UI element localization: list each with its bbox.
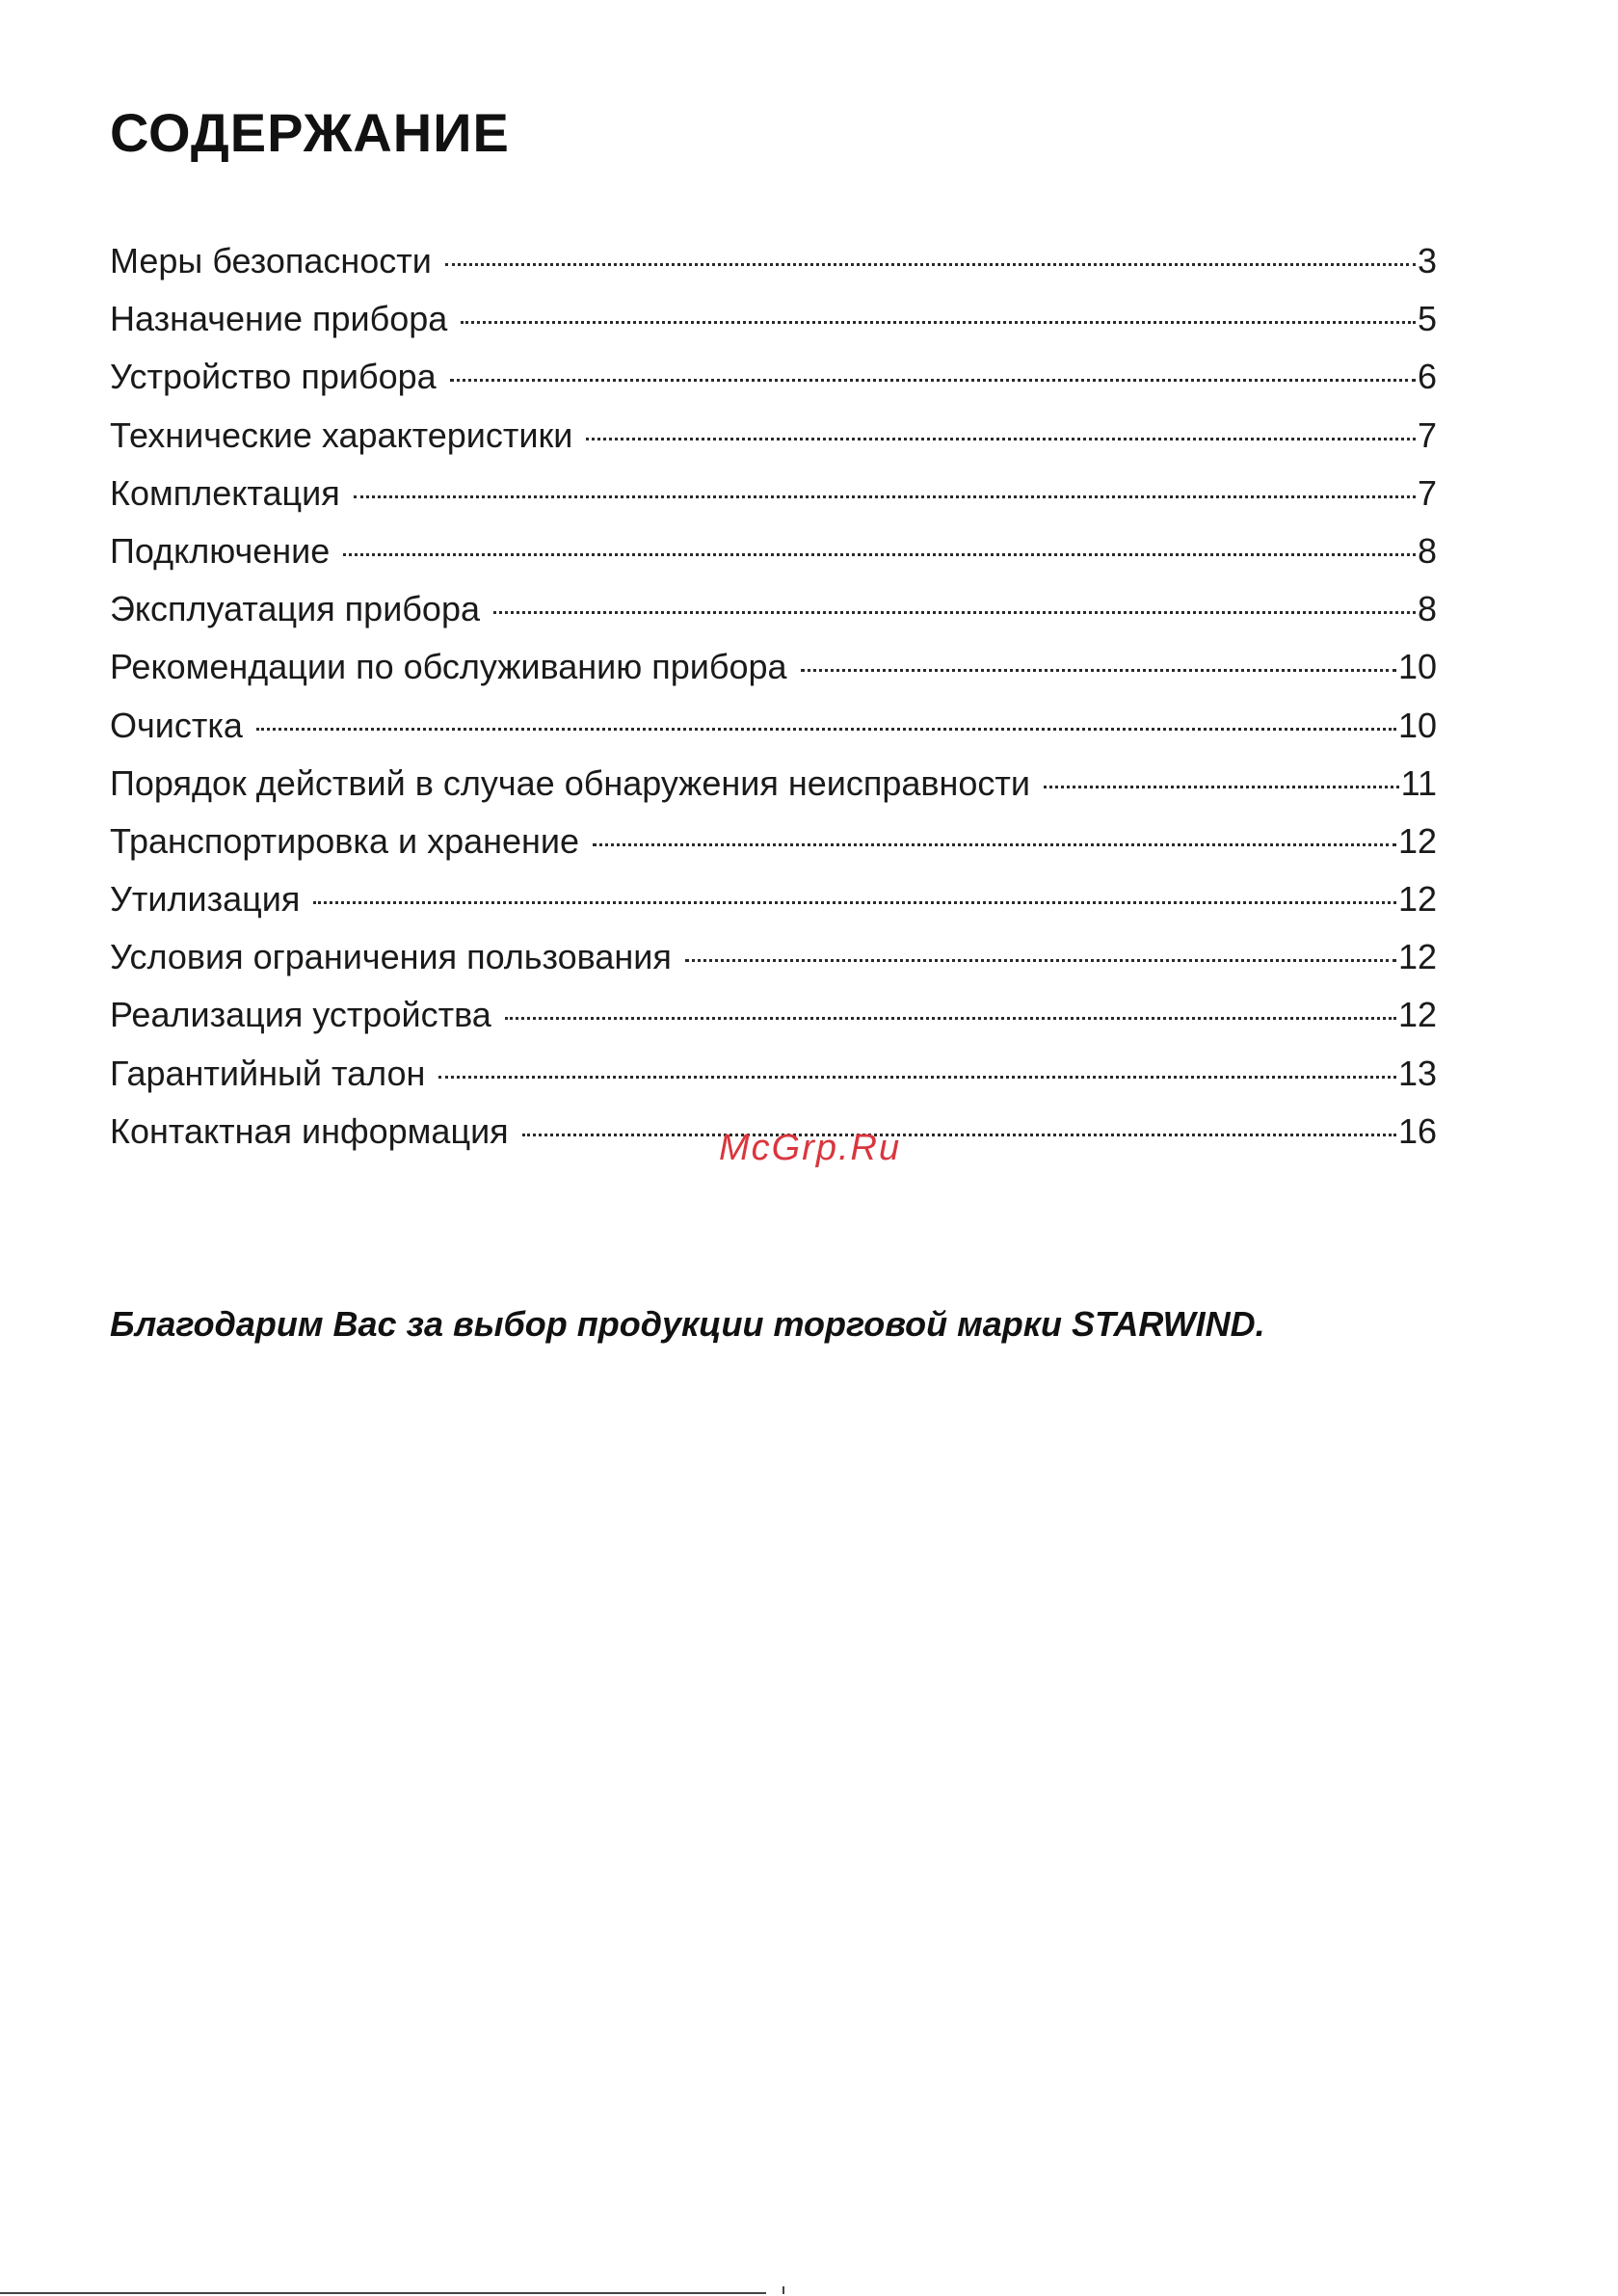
dot-leader: [354, 495, 1416, 498]
toc-entry[interactable]: [110, 232, 1437, 290]
toc-entry-page: 6: [1417, 357, 1437, 397]
toc-entry-page: 8: [1417, 589, 1437, 629]
toc-entry-title: Технические характеристики: [110, 414, 573, 455]
dot-leader: [801, 669, 1396, 672]
toc-entry-page: 11: [1400, 762, 1437, 803]
toc-entry-page: 5: [1417, 299, 1437, 339]
toc-entry-title: Контактная информация: [110, 1110, 509, 1151]
toc-entry-page: 12: [1397, 879, 1437, 920]
toc-entry-page: 12: [1397, 995, 1437, 1035]
toc-entry[interactable]: [110, 290, 1437, 348]
toc-entry-page: 12: [1397, 937, 1437, 977]
toc-entry[interactable]: [110, 697, 1437, 755]
toc-entry-title: Очистка: [110, 705, 243, 745]
dot-leader: [313, 901, 1396, 904]
toc-entry-page: 3: [1417, 241, 1437, 280]
toc-entry[interactable]: [110, 522, 1437, 580]
toc-entry-title: Эксплуатация прибора: [110, 589, 480, 629]
toc-entry[interactable]: [110, 1045, 1437, 1103]
toc-entry[interactable]: [110, 348, 1437, 406]
toc-entry-page: 8: [1417, 530, 1437, 571]
dot-leader: [586, 438, 1416, 441]
dot-leader: [1044, 786, 1399, 788]
dot-leader: [685, 959, 1396, 962]
toc-entry-page: 16: [1397, 1110, 1437, 1151]
toc-entry-title: Реализация устройства: [110, 995, 491, 1035]
dot-leader: [343, 553, 1416, 556]
toc-entry-title: Условия ограничения пользования: [110, 937, 672, 977]
bottom-divider: [0, 2292, 766, 2294]
toc-entry-title: Меры безопасности: [110, 241, 432, 280]
table-of-contents: [110, 232, 1437, 1161]
toc-entry-title: Порядок действий в случае обнаружения неисправности: [110, 762, 1031, 803]
toc-entry[interactable]: [110, 465, 1437, 522]
bottom-divider-tick: [782, 2286, 784, 2294]
toc-entry[interactable]: [110, 580, 1437, 638]
dot-leader: [445, 263, 1416, 266]
dot-leader: [493, 611, 1416, 614]
dot-leader: [438, 1076, 1396, 1079]
page-title: СОДЕРЖАНИЕ: [110, 102, 510, 163]
toc-entry-title: Подключение: [110, 530, 331, 571]
toc-entry-title: Рекомендации по обслуживанию прибора: [110, 647, 787, 687]
toc-entry-page: 13: [1397, 1053, 1437, 1093]
toc-entry-title: Комплектация: [110, 472, 340, 513]
watermark: McGrp.Ru: [719, 1128, 902, 1168]
toc-entry[interactable]: [110, 407, 1437, 465]
toc-entry-page: 12: [1397, 820, 1437, 861]
dot-leader: [450, 379, 1416, 382]
toc-entry-title: Гарантийный талон: [110, 1053, 426, 1093]
toc-entry-page: 10: [1397, 705, 1437, 745]
dot-leader: [593, 843, 1396, 846]
dot-leader: [522, 1134, 1396, 1136]
dot-leader: [256, 728, 1396, 731]
toc-entry[interactable]: [110, 928, 1437, 986]
toc-entry[interactable]: [110, 638, 1437, 696]
toc-entry[interactable]: [110, 870, 1437, 928]
dot-leader: [505, 1017, 1396, 1020]
toc-entry[interactable]: [110, 813, 1437, 870]
toc-entry-title: Назначение прибора: [110, 299, 448, 339]
toc-entry-title: Транспортировка и хранение: [110, 820, 580, 861]
toc-entry-page: 10: [1397, 647, 1437, 687]
toc-entry[interactable]: [110, 755, 1437, 813]
toc-entry-page: 7: [1417, 414, 1437, 455]
toc-entry-page: 7: [1417, 472, 1437, 513]
dot-leader: [461, 321, 1416, 324]
toc-entry[interactable]: [110, 986, 1437, 1044]
thanks-note: Благодарим Вас за выбор продукции торговой марки STARWIND.: [110, 1304, 1265, 1344]
toc-entry-title: Утилизация: [110, 879, 301, 920]
toc-entry-title: Устройство прибора: [110, 357, 437, 397]
